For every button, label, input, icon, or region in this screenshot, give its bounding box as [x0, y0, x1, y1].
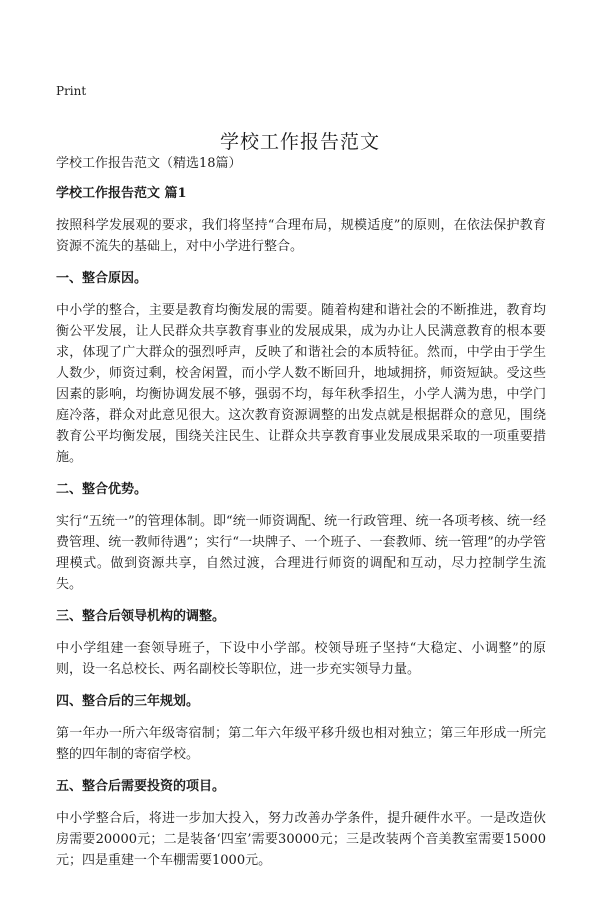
section-paragraph-1: 中小学的整合，主要是教育均衡发展的需要。随着构建和谐社会的不断推进，教育均衡公平发展，让人民群众共享教育事业的发展成果，成为办让人民满意教育的根本要求，体现了广大群众的强烈呼声，反映了和谐社会的本质特征。然而，中学由于学生人数少，师资过剩，校舍闲置，而小学人数不断回升，地域拥挤，师资短缺。受这些因素的影响，均衡协调发展不够，强弱不均，每年秋季招生，小学人满为患，中学门庭冷落，群众对此意见很大。这次教育资源调整的出发点就是根据群众的意见，围绕教育公平均衡发展，围绕关注民生、让群众共享教育事业发展成果采取的一项重要措施。 — [56, 303, 546, 465]
page-title: 学校工作报告范文 — [219, 130, 380, 153]
section-heading-2: 二、整合优势。 — [56, 482, 148, 497]
section-paragraph-3: 中小学组建一套领导班子，下设中小学部。校领导班子坚持“大稳定、小调整”的原则，设一名总校长、两名副校长等职位，进一步充实领导力量。 — [56, 641, 546, 677]
document-body — [56, 153, 546, 882]
print-label[interactable]: Print — [56, 84, 87, 98]
intro-paragraph: 按照科学发展观的要求，我们将坚持“合理布局，规模适度”的原则，在依法保护教育资源不流失的基础上，对中小学进行整合。 — [56, 218, 546, 254]
section-title: 学校工作报告范文 篇1 — [56, 186, 187, 201]
section-heading-1: 一、整合原因。 — [56, 271, 148, 286]
section-heading-5: 五、整合后需要投资的项目。 — [56, 779, 226, 794]
document-subtitle: 学校工作报告范文（精选18篇） — [56, 156, 242, 171]
section-heading-4: 四、整合后的三年规划。 — [56, 694, 200, 709]
section-heading-3: 三、整合后领导机构的调整。 — [56, 609, 226, 624]
section-paragraph-2: 实行“五统一”的管理体制。即“统一师资调配、统一行政管理、统一各项考核、统一经费管理、统一教师待遇”；实行“一块牌子、一个班子、一套教师、统一管理”的办学管理模式。做到资源共享，自然过渡，合理进行师资的调配和互动，尽力控制学生流失。 — [56, 514, 546, 592]
section-paragraph-4: 第一年办一所六年级寄宿制；第二年六年级平移升级也相对独立；第三年形成一所完整的四年制的寄宿学校。 — [56, 726, 546, 762]
section-paragraph-5: 中小学整合后，将进一步加大投入，努力改善办学条件，提升硬件水平。一是改造伙房需要20000元；二是装备‘四室’需要30000元；三是改装两个音美教室需要15000元；四是重建一个车棚需要1000元。 — [56, 811, 546, 868]
